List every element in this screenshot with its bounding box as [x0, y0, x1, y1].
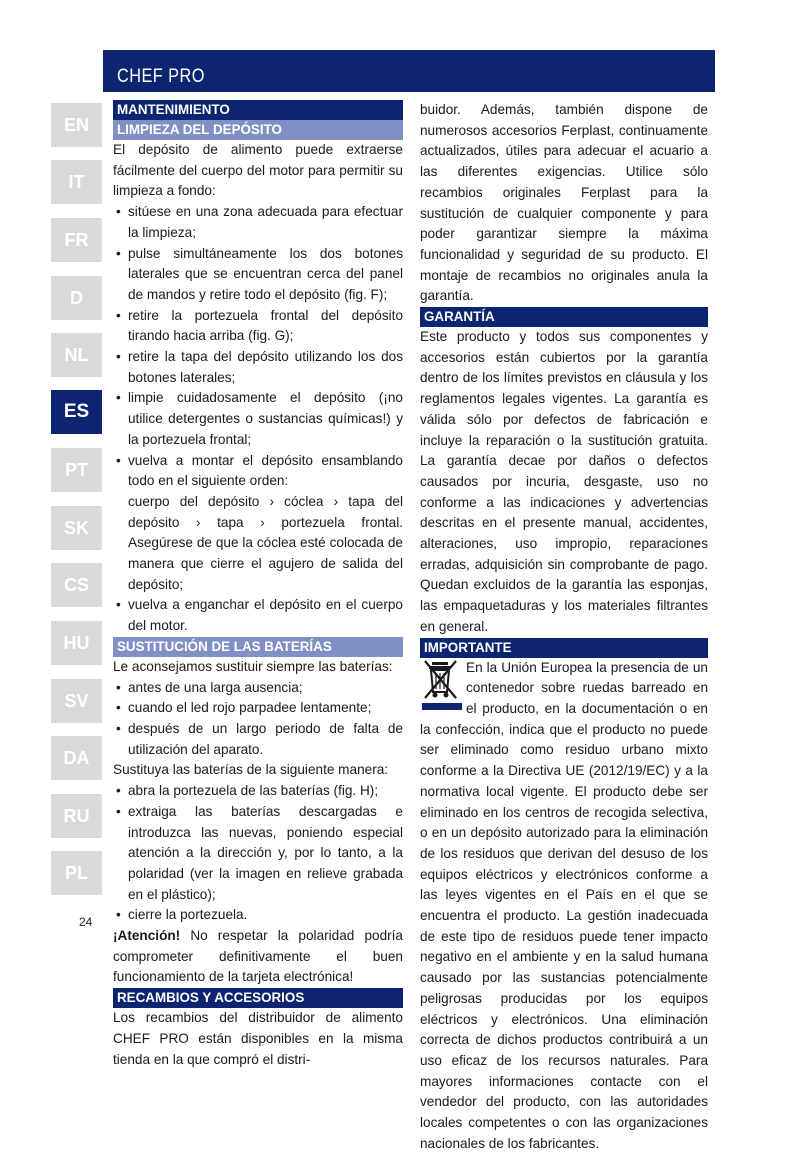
crossed-out-wheelie-bin-icon	[420, 658, 464, 712]
page-header	[103, 50, 715, 92]
subsection-heading-baterias: SUSTITUCIÓN DE LAS BATERÍAS	[113, 637, 403, 657]
list-item: • pulse simultáneamente los dos botones laterales que se encuentran cerca del panel de mandos y retire todo el depósito (fig. F);	[113, 244, 403, 306]
lang-tab-hu[interactable]: HU	[51, 621, 102, 665]
list-item: • después de un largo periodo de falta de utilización del aparato.	[113, 719, 403, 760]
lang-tab-pl[interactable]: PL	[51, 851, 102, 895]
recambios-text: Los recambios del distribuidor de alimento CHEF PRO están disponibles en la misma tienda en la que compró el distri-	[113, 1010, 403, 1067]
lang-tab-d[interactable]: D	[51, 276, 102, 320]
baterias-intro: Le aconsejamos sustituir siempre las baterías:	[113, 658, 393, 674]
attention-label: ¡Atención!	[113, 928, 181, 944]
baterias-how: Sustituya las baterías de la siguiente manera:	[113, 762, 389, 778]
lang-tab-sk[interactable]: SK	[51, 506, 102, 550]
lang-tab-it[interactable]: IT	[51, 160, 102, 204]
recambios-continued: buidor. Además, también dispone de numerosos accesorios Ferplast, continuamente actualizados, útiles para adecuar el acuario a las diferentes exigencias. Utilice sólo recambios originales Ferplast para la sustitución de cualquier componente y para poder garantizar siempre la máxima funcionalidad y seguridad de su producto. El montaje de recambios no originales anula la garantía.	[420, 102, 708, 304]
list-item: • cierre la portezuela.	[113, 905, 403, 926]
list-item: • vuelva a enganchar el depósito en el cuerpo del motor.	[113, 595, 403, 636]
lang-tab-da[interactable]: DA	[51, 736, 102, 780]
lang-tab-sv[interactable]: SV	[51, 679, 102, 723]
limpieza-list	[113, 202, 403, 492]
limpieza-intro: El depósito de alimento puede extraerse fácilmente del cuerpo del motor para permitir su limpieza a fondo:	[113, 142, 403, 199]
baterias-list	[113, 678, 403, 761]
subsection-heading-limpieza: LIMPIEZA DEL DEPÓSITO	[113, 120, 403, 140]
lang-tab-es[interactable]: ES	[51, 390, 102, 434]
attention-note	[113, 926, 403, 988]
right-column	[420, 100, 708, 1154]
language-sidebar	[51, 93, 102, 901]
list-item: • abra la portezuela de las baterías (fig. H);	[113, 781, 403, 802]
lang-tab-en[interactable]: EN	[51, 103, 102, 147]
importante-block	[420, 658, 708, 1154]
page-number: 24	[79, 915, 93, 929]
list-item: • retire la tapa del depósito utilizando los dos botones laterales;	[113, 347, 403, 388]
section-heading-garantia: GARANTÍA	[420, 307, 708, 327]
limpieza-final-list	[113, 595, 403, 636]
importante-text: En la Unión Europea la presencia de un contenedor sobre ruedas barreado en el producto, en la documentación o en la confección, indica que el producto no puede ser eliminado como residuo urbano mixto conforme a la Directiva UE (2012/19/EC) y a la normativa local vigente. El producto debe ser eliminado en los centros de recogida selectiva, o en un depósito autorizado para la eliminación de los residuos que derivan del desuso de los equipos eléctricos y electrónicos conforme a las leyes vigentes en el País en el que se encuentra el producto. La gestión inadecuada de este tipo de residuos puede tener impacto negativo en el ambiente y en la salud humana causado por las sustancias potencialmente peligrosas producidas por los equipos eléctricos y electrónicos. Una eliminación correcta de dichos productos contribuirá a un uso eficaz de los recursos naturales. Para mayores informaciones contacte con el vendedor del producto, con las autoridades locales competentes o con las organizaciones nacionales de los fabricantes.	[420, 659, 708, 1151]
assembly-order: cuerpo del depósito › cóclea › tapa del depósito › tapa › portezuela frontal. Asegúrese de que la cóclea esté colocada de manera que cierre el agujero de salida del depósito;	[128, 493, 403, 592]
list-item: • cuando el led rojo parpadee lentamente;	[113, 698, 403, 719]
garantia-text: Este producto y todos sus componentes y accesorios están cubiertos por la garantía dentro de los límites previstos en cláusula y los reglamentos legales vigentes. La garantía es válida sólo por defectos de fabricación e incluye la reparación o la sustitución gratuita. La garantía decae por daños o defectos causados por incuria, desgaste, uso no conforme a las indicaciones y advertencias descritas en el presente manual, accidentes, alteraciones, uso impropio, reparaciones erradas, adquisición sin comprobante de pago. Quedan excluidos de la garantía las esponjas, las empaquetaduras y los materiales filtrantes en general.	[420, 329, 708, 634]
lang-tab-cs[interactable]: CS	[51, 563, 102, 607]
section-heading-recambios: RECAMBIOS Y ACCESORIOS	[113, 988, 403, 1008]
lang-tab-pt[interactable]: PT	[51, 448, 102, 492]
list-item: • retire la portezuela frontal del depósito tirando hacia arriba (fig. G);	[113, 306, 403, 347]
lang-tab-ru[interactable]: RU	[51, 794, 102, 838]
left-column	[113, 100, 403, 1070]
list-item: • vuelva a montar el depósito ensamblando todo en el siguiente orden:	[113, 451, 403, 492]
baterias-steps	[113, 781, 403, 926]
list-item: • limpie cuidadosamente el depósito (¡no utilice detergentes o sustancias químicas!) y la portezuela frontal;	[113, 388, 403, 450]
attention-text: No respetar la polaridad podría comprometer definitivamente el buen funcionamiento de la tarjeta electrónica!	[113, 928, 403, 985]
lang-tab-fr[interactable]: FR	[51, 218, 102, 262]
page-title: CHEF PRO	[117, 66, 205, 87]
section-heading-mantenimiento: MANTENIMIENTO	[113, 100, 403, 120]
list-item: • antes de una larga ausencia;	[113, 678, 403, 699]
section-heading-importante: IMPORTANTE	[420, 638, 708, 658]
list-item: • extraiga las baterías descargadas e introduzca las nuevas, poniendo especial atención a la dirección y, por lo tanto, a la polaridad (ver la imagen en relieve grabada en el plástico);	[113, 802, 403, 906]
list-item: • sitúese en una zona adecuada para efectuar la limpieza;	[113, 202, 403, 243]
lang-tab-nl[interactable]: NL	[51, 333, 102, 377]
